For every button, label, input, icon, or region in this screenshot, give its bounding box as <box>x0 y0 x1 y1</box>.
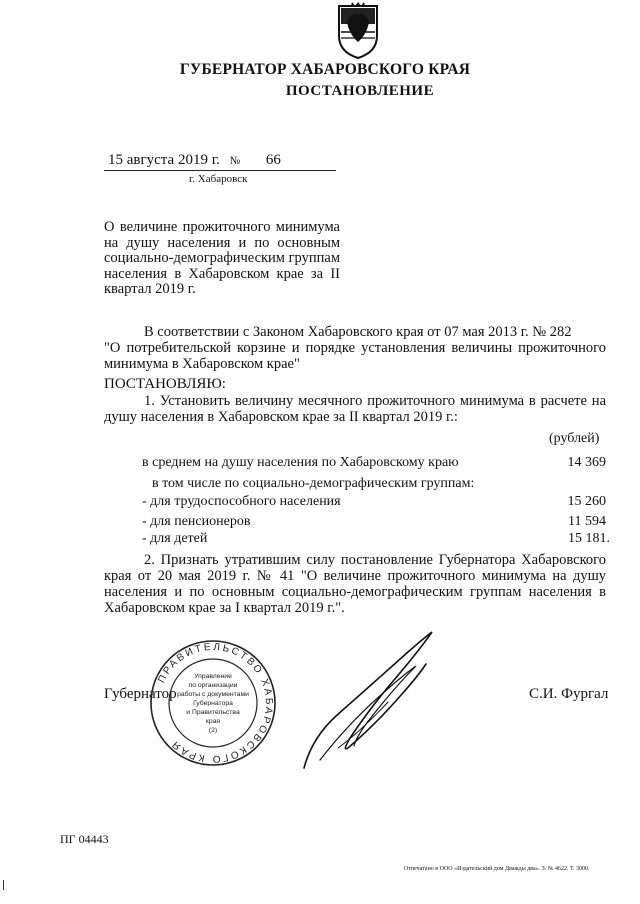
printer-footer: Отпечатано в ООО «Издательский дом Дважды два». З. № 4622. Т. 3000. <box>404 866 590 872</box>
item-1-text: 1. Установить величину месячного прожиточного минимума в расчете на душу населения в Хабаровском крае за II квартал 2019 г.: <box>104 393 606 425</box>
table-row-value: 11 594 <box>568 514 606 529</box>
seal-inner-line: (2) <box>208 727 218 734</box>
table-row-label: - для детей <box>142 531 208 546</box>
signatory-name: С.И. Фургал <box>529 686 609 702</box>
intro-paragraph-line1: В соответствии с Законом Хабаровского края от 07 мая 2013 г. № 282 <box>144 324 572 340</box>
handwritten-signature <box>290 628 450 778</box>
number-sign: № <box>229 155 241 167</box>
table-row-value: 14 369 <box>567 455 606 470</box>
seal-inner-line: края <box>205 718 221 725</box>
unit-label: (рублей) <box>549 431 600 446</box>
table-row-value: 15 260 <box>567 494 606 509</box>
seal-inner-line: Управление <box>194 673 232 680</box>
document-city: г. Хабаровск <box>189 173 248 185</box>
official-seal <box>148 638 278 768</box>
table-row-label: в том числе по социально-демографическим группам: <box>152 476 475 491</box>
document-number: 66 <box>265 152 281 168</box>
date-underline <box>104 170 336 171</box>
table-row-label: - для пенсионеров <box>142 514 251 529</box>
decree-word: ПОСТАНОВЛЯЮ: <box>104 376 226 392</box>
seal-ring-text: ПРАВИТЕЛЬСТВО ХАБАРОВСКОГО КРАЯ <box>156 641 275 765</box>
table-row-value: 15 181. <box>568 531 610 546</box>
intro-paragraph-line2: "О потребительской корзине и порядке установления величины прожиточного минимума в Хабаровском крае" <box>104 340 606 372</box>
coat-of-arms-emblem <box>333 2 383 60</box>
seal-inner-line: по организации <box>188 682 238 689</box>
signatory-position: Губернатор <box>104 686 177 702</box>
table-row-label: - для трудоспособного населения <box>142 494 341 509</box>
seal-inner-line: и Правительства <box>186 709 240 716</box>
table-row-label: в среднем на душу населения по Хабаровскому краю <box>142 455 459 470</box>
document-date: 15 августа 2019 г. <box>108 152 220 168</box>
document-subject: О величине прожиточного минимума на душу населения и по основным социально-демографическим группам населения в Хабаровском крае за II квартал 2019 г. <box>104 219 341 297</box>
seal-inner-line: работы с документами <box>177 691 249 698</box>
page-edge-mark <box>3 880 4 890</box>
document-type-title: ПОСТАНОВЛЕНИЕ <box>285 83 435 99</box>
document-code: ПГ 04443 <box>60 832 109 846</box>
item-2-text: 2. Признать утратившим силу постановление Губернатора Хабаровского края от 20 мая 2019 г. № 41 "О величине прожиточного минимума на душу населения и по основным социально-демографическим группам населения в Хабаровском крае за I квартал 2019 г.". <box>104 552 606 616</box>
authority-title: ГУБЕРНАТОР ХАБАРОВСКОГО КРАЯ <box>179 61 471 78</box>
seal-inner-line: Губернатора <box>193 700 233 707</box>
date-number-line <box>108 152 281 169</box>
